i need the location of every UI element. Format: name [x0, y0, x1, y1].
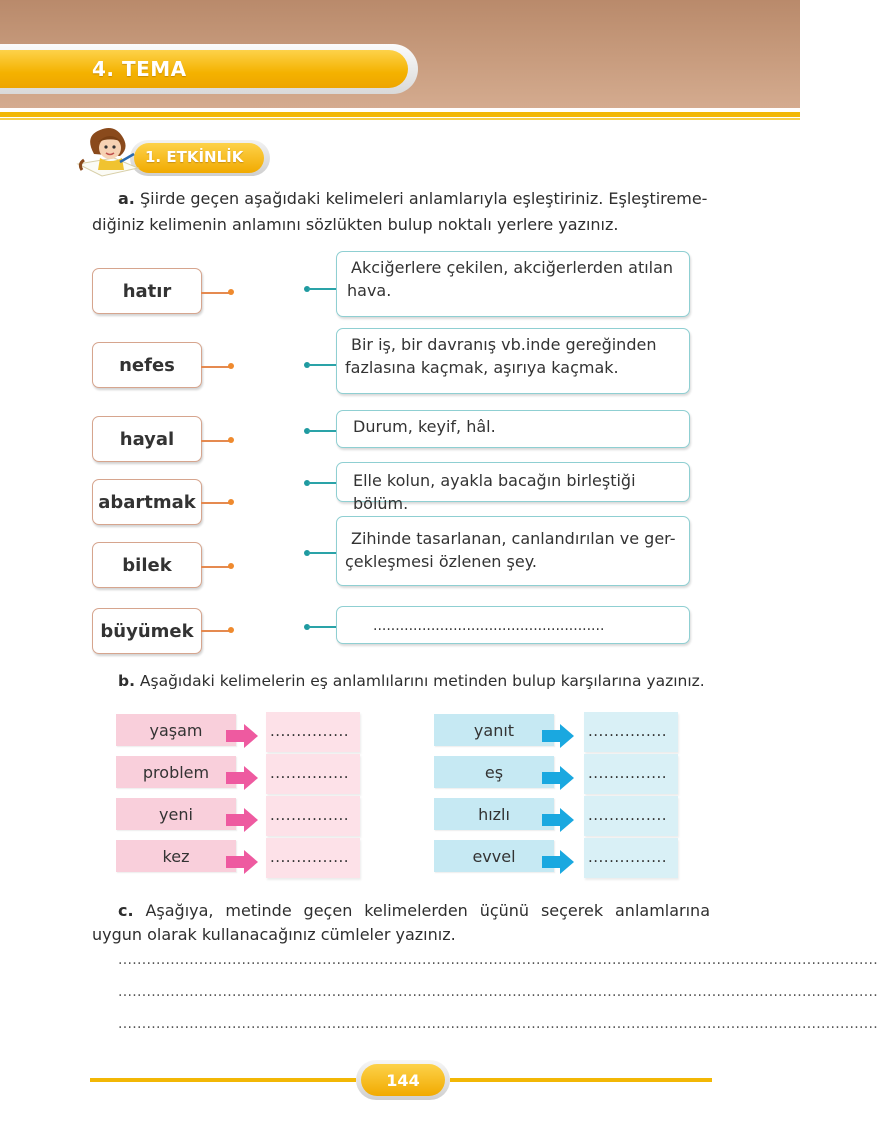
part-b-instruction: [118, 668, 738, 694]
blue-arrow-icon: [540, 764, 576, 792]
word-label: abartmak: [98, 491, 196, 513]
word-label: hayal: [119, 428, 175, 450]
match-dot-left-4[interactable]: [228, 499, 234, 505]
part-c-text-line1: Aşağıya, metinde geçen kelimelerden üçünü seçerek anlamlarına: [133, 901, 710, 920]
synonym-word-label: yaşam: [149, 720, 203, 740]
connector-line: [201, 630, 231, 632]
word-box-nefes: [92, 342, 202, 388]
part-a-letter: a.: [118, 189, 135, 208]
part-a-instruction: [118, 186, 718, 212]
synonym-word-label: hızlı: [478, 804, 510, 824]
connector-line: [308, 288, 338, 290]
footer-rule-right: [450, 1078, 712, 1082]
connector-line: [308, 482, 338, 484]
synonym-answer-field[interactable]: ...............: [266, 796, 360, 836]
definition-text: Elle kolun, ayakla bacağın birleştiği bölüm.: [353, 471, 636, 513]
definition-text: Akciğerlere çekilen, akciğerlerden atılan: [351, 258, 674, 277]
synonym-word-label: evvel: [472, 846, 516, 866]
synonym-word-yanit: [434, 714, 554, 746]
activity-title: 1. ETKİNLİK: [145, 148, 244, 166]
word-label: hatır: [122, 280, 172, 302]
connector-line: [201, 566, 231, 568]
definition-text: hava.: [347, 281, 392, 300]
synonym-answer-field[interactable]: ...............: [584, 838, 678, 878]
definition-box-3: [336, 410, 690, 448]
part-b-text: Aşağıdaki kelimelerin eş anlamlılarını metinden bulup karşılarına yazınız.: [134, 672, 705, 690]
synonym-answer-field[interactable]: ...............: [266, 838, 360, 878]
part-a-text-line2: diğiniz kelimenin anlamını sözlükten bulup noktalı yerlere yazınız.: [92, 215, 619, 234]
blue-arrow-icon: [540, 722, 576, 750]
word-box-buyumek: [92, 608, 202, 654]
connector-line: [201, 366, 231, 368]
definition-text: çekleşmesi özlenen şey.: [345, 552, 537, 571]
definition-text: fazlasına kaçmak, aşırıya kaçmak.: [345, 358, 619, 377]
definition-box-1: [336, 251, 690, 317]
page-number: 144: [361, 1064, 445, 1096]
definition-box-4: [336, 462, 690, 513]
word-label: büyümek: [100, 620, 194, 642]
part-a-text-line1: Şiirde geçen aşağıdaki kelimeleri anlamlarıyla eşleştiriniz. Eşleştireme-: [134, 189, 708, 208]
answer-line-2[interactable]: ................................................................................................................................................................: [118, 984, 878, 1000]
synonym-answer-field[interactable]: ...............: [266, 754, 360, 794]
match-dot-left-6[interactable]: [228, 627, 234, 633]
match-dot-left-1[interactable]: [228, 289, 234, 295]
synonym-word-label: yanıt: [473, 720, 515, 740]
definition-text: Zihinde tasarlanan, canlandırılan ve ger-: [351, 529, 676, 548]
word-box-hayal: [92, 416, 202, 462]
match-dot-left-5[interactable]: [228, 563, 234, 569]
pink-arrow-icon: [224, 848, 260, 876]
pink-arrow-icon: [224, 806, 260, 834]
synonym-word-label: yeni: [159, 804, 193, 824]
blue-arrow-icon: [540, 806, 576, 834]
word-label: bilek: [122, 554, 172, 576]
part-c-instruction: [118, 898, 710, 924]
synonym-word-kez: [116, 840, 236, 872]
connector-line: [308, 364, 338, 366]
connector-line: [308, 626, 338, 628]
synonym-word-label: kez: [162, 846, 190, 866]
word-box-bilek: [92, 542, 202, 588]
definition-box-6[interactable]: [336, 606, 690, 644]
definition-blank: ....................................................: [373, 618, 605, 634]
synonym-answer-field[interactable]: ...............: [266, 712, 360, 752]
answer-line-3[interactable]: ................................................................................................................................................................: [118, 1016, 878, 1032]
synonym-word-label: problem: [142, 762, 210, 782]
definition-box-5: [336, 516, 690, 586]
footer-rule-left: [90, 1078, 356, 1082]
header-divider-thin: [0, 118, 800, 120]
connector-line: [201, 502, 231, 504]
synonym-word-yasam: [116, 714, 236, 746]
definition-text: Durum, keyif, hâl.: [353, 417, 496, 436]
pink-arrow-icon: [224, 722, 260, 750]
definition-text: Bir iş, bir davranış vb.inde gereğinden: [351, 335, 657, 354]
header-divider: [0, 112, 800, 117]
synonym-answer-field[interactable]: ...............: [584, 796, 678, 836]
synonym-answer-field[interactable]: ...............: [584, 712, 678, 752]
answer-line-1[interactable]: ................................................................................................................................................................: [118, 952, 878, 968]
synonym-word-yeni: [116, 798, 236, 830]
synonym-word-evvel: [434, 840, 554, 872]
pink-arrow-icon: [224, 764, 260, 792]
theme-banner-fill: [0, 50, 408, 88]
word-box-abartmak: [92, 479, 202, 525]
part-c-text-line2: uygun olarak kullanacağınız cümleler yazınız.: [92, 925, 456, 944]
synonym-word-label: eş: [484, 762, 504, 782]
girl-mascot-icon: [74, 124, 144, 188]
part-c-letter: c.: [118, 901, 134, 920]
connector-line: [308, 552, 338, 554]
match-dot-left-2[interactable]: [228, 363, 234, 369]
match-dot-left-3[interactable]: [228, 437, 234, 443]
synonym-answer-field[interactable]: ...............: [584, 754, 678, 794]
word-box-hatir: [92, 268, 202, 314]
connector-line: [201, 292, 231, 294]
theme-title: 4. TEMA: [92, 57, 187, 81]
synonym-word-es: [434, 756, 554, 788]
blue-arrow-icon: [540, 848, 576, 876]
synonym-word-hizli: [434, 798, 554, 830]
word-label: nefes: [119, 354, 175, 376]
part-b-letter: b.: [118, 672, 135, 690]
definition-box-2: [336, 328, 690, 394]
connector-line: [308, 430, 338, 432]
connector-line: [201, 440, 231, 442]
synonym-word-problem: [116, 756, 236, 788]
